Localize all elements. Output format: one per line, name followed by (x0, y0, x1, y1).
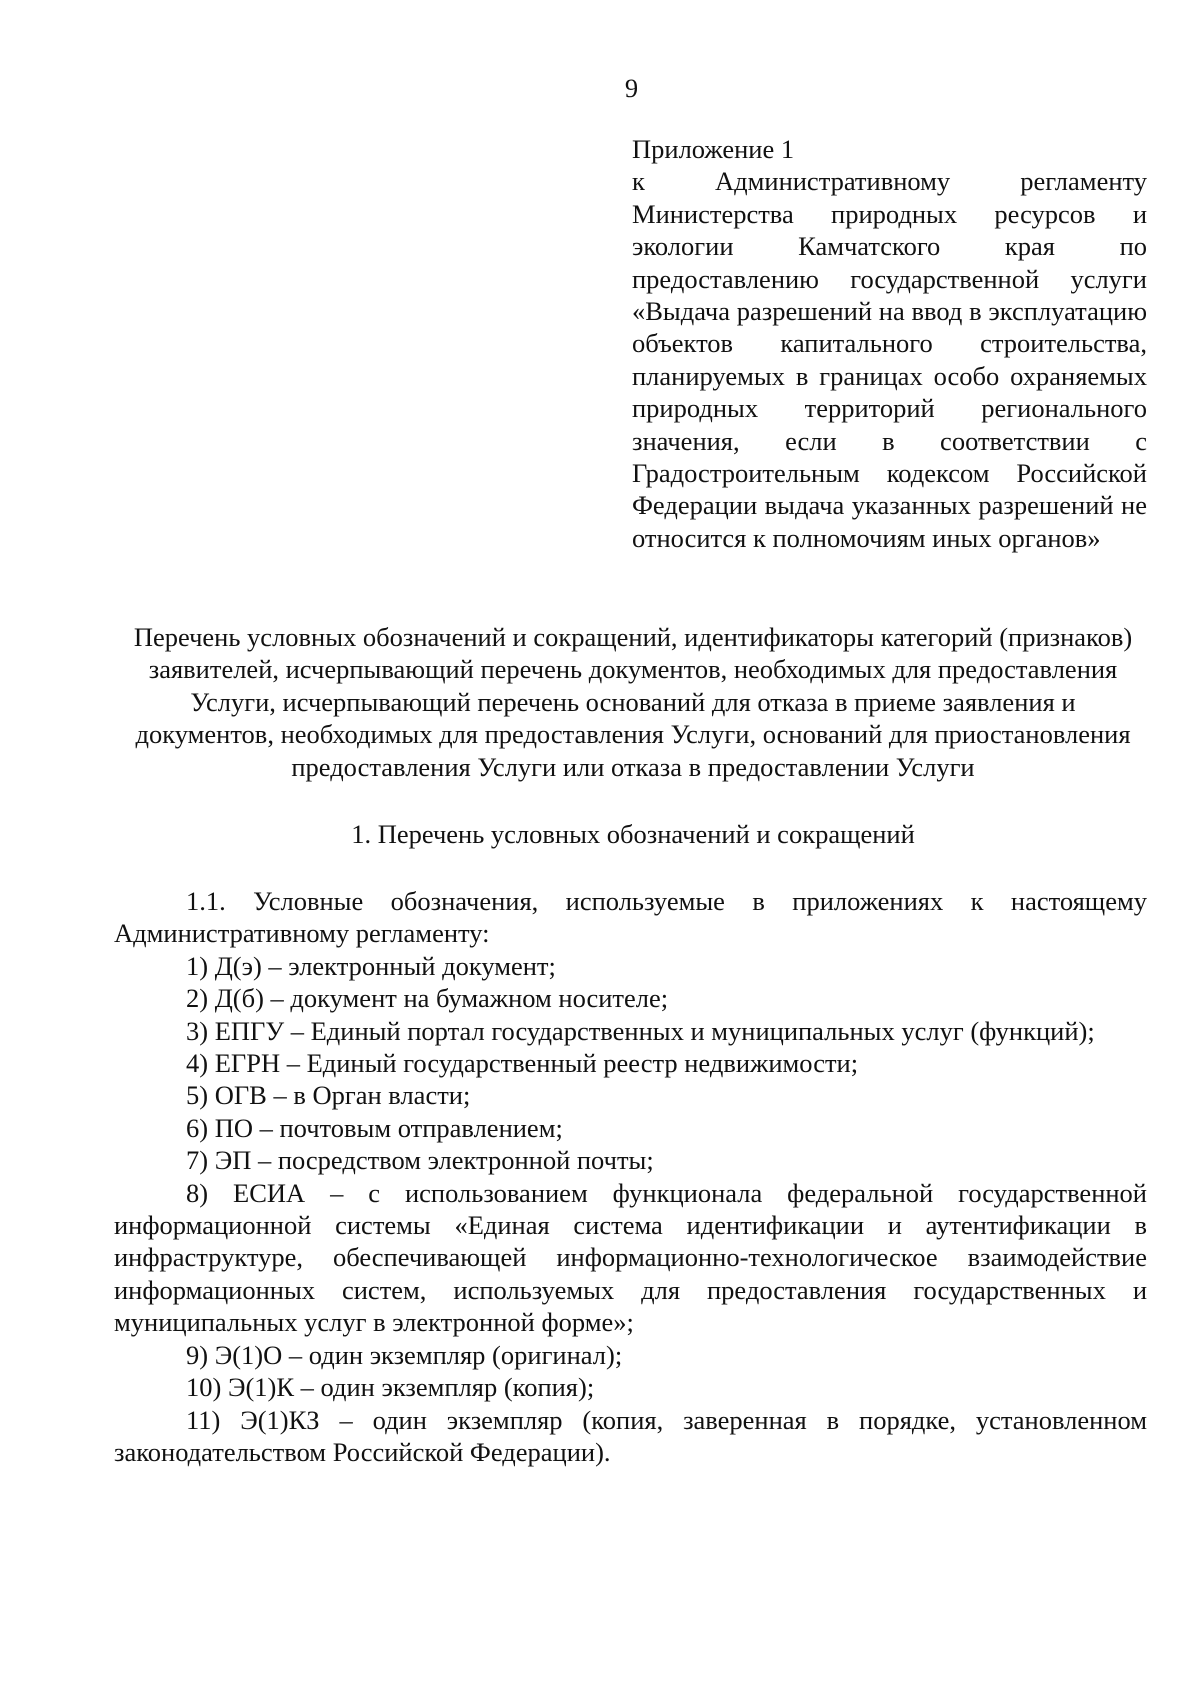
list-item: 2) Д(б) – документ на бумажном носителе; (186, 983, 669, 1014)
list-item: 7) ЭП – посредством электронной почты; (186, 1145, 654, 1176)
list-item: 9) Э(1)О – один экземпляр (оригинал); (186, 1339, 623, 1370)
appendix-text: к Административному регламенту Министерства природных ресурсов и экологии Камчатского края по предоставлению государственной услуги «Выдача разрешений на ввод в эксплуатацию объектов капитального строительства, планируемых в границах особо охраняемых природных территорий регионального значения, если в соответствии с Градостроительным кодексом Российской Федерации выдача указанных разрешений не относится к полномочиям иных органов» (632, 166, 1147, 553)
list-item: 10) Э(1)К – один экземпляр (копия); (186, 1372, 595, 1403)
page-number: 9 (624, 73, 639, 103)
list-item: 11) Э(1)КЗ – один экземпляр (копия, заверенная в порядке, установленном законодательством Российской Федерации). (114, 1404, 1147, 1467)
appendix-block (632, 133, 1147, 554)
list-item: 4) ЕГРН – Единый государственный реестр недвижимости; (186, 1048, 859, 1079)
appendix-title: Приложение 1 (632, 134, 795, 164)
document-heading: Перечень условных обозначений и сокращений, идентификаторы категорий (признаков) заявителей, исчерпывающий перечень документов, необходимых для предоставления Услуги, исчерпывающий перечень оснований для отказа в приеме заявления и документов, необходимых для предоставления Услуги, оснований для приостановления предоставления Услуги или отказа в предоставлении Услуги (133, 622, 1133, 782)
list-item: 3) ЕПГУ – Единый портал государственных и муниципальных услуг (функций); (186, 1015, 1095, 1046)
list-item: 5) ОГВ – в Орган власти; (186, 1080, 471, 1111)
body-text (114, 885, 1147, 1468)
list-item: 1) Д(э) – электронный документ; (186, 950, 556, 981)
list-item: 8) ЕСИА – с использованием функционала федеральной государственной информационной системы «Единая система идентификации и аутентификации в инфраструктуре, обеспечивающей информационно-технологическое взаимодействие информационных систем, используемых для предоставления государственных и муниципальных услуг в электронной форме»; (114, 1177, 1147, 1338)
intro-paragraph: 1.1. Условные обозначения, используемые в приложениях к настоящему Административному регламенту: (114, 886, 1147, 949)
abbreviations-list (114, 950, 1147, 1469)
list-item: 6) ПО – почтовым отправлением; (186, 1112, 563, 1143)
section-heading: 1. Перечень условных обозначений и сокращений (351, 819, 915, 849)
